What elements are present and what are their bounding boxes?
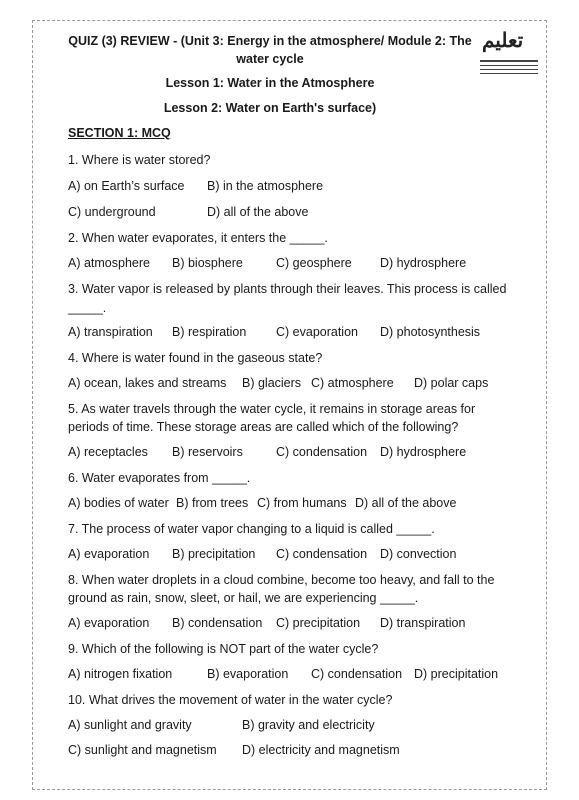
q7-option-b: B) precipitation xyxy=(172,547,256,561)
q6-option-c: C) from humans xyxy=(257,496,347,510)
q6-option-d: D) all of the above xyxy=(355,496,457,510)
question-5: 5. As water travels through the water cycle, it remains in storage areas for xyxy=(68,402,476,416)
quiz-title-line2: water cycle xyxy=(236,52,304,66)
logo-text: تعليم xyxy=(482,28,524,52)
lesson-1-heading: Lesson 1: Water in the Atmosphere xyxy=(165,76,375,90)
q8-option-c: C) precipitation xyxy=(276,616,361,630)
question-8: 8. When water droplets in a cloud combine, become too heavy, and fall to the xyxy=(68,573,495,587)
q9-option-a: A) nitrogen fixation xyxy=(68,667,173,681)
q1-option-b: B) in the atmosphere xyxy=(207,179,324,193)
section-heading: SECTION 1: MCQ xyxy=(68,126,171,140)
q9-option-d: D) precipitation xyxy=(414,667,499,681)
q5-option-b: B) reservoirs xyxy=(172,445,243,459)
q5-option-d: D) hydrosphere xyxy=(380,445,467,459)
q8-option-b: B) condensation xyxy=(172,616,263,630)
q3-option-d: D) photosynthesis xyxy=(380,325,481,339)
question-6: 6. Water evaporates from _____. xyxy=(68,471,251,485)
question-1: 1. Where is water stored? xyxy=(68,153,211,167)
q8-option-a: A) evaporation xyxy=(68,616,150,630)
q3-option-c: C) evaporation xyxy=(276,325,358,339)
question-2: 2. When water evaporates, it enters the _____. xyxy=(68,231,328,245)
question-3-blank: _____. xyxy=(68,301,107,315)
q7-option-d: D) convection xyxy=(380,547,457,561)
q9-option-c: C) condensation xyxy=(311,667,403,681)
q5-option-c: C) condensation xyxy=(276,445,368,459)
q10-option-b: B) gravity and electricity xyxy=(242,718,375,732)
question-5-line2: periods of time. These storage areas are called which of the following? xyxy=(68,420,459,434)
q4-option-b: B) glaciers xyxy=(242,376,302,390)
q10-option-d: D) electricity and magnetism xyxy=(242,743,400,757)
question-9: 9. Which of the following is NOT part of the water cycle? xyxy=(68,642,379,656)
q5-option-a: A) receptacles xyxy=(68,445,148,459)
q9-option-b: B) evaporation xyxy=(207,667,289,681)
q6-option-a: A) bodies of water xyxy=(68,496,169,510)
q7-option-c: C) condensation xyxy=(276,547,368,561)
q8-option-d: D) transpiration xyxy=(380,616,466,630)
q2-option-a: A) atmosphere xyxy=(68,256,150,270)
q10-option-a: A) sunlight and gravity xyxy=(68,718,192,732)
q1-option-c: C) underground xyxy=(68,205,156,219)
question-10: 10. What drives the movement of water in the water cycle? xyxy=(68,693,393,707)
question-7: 7. The process of water vapor changing to a liquid is called _____. xyxy=(68,522,435,536)
q4-option-c: C) atmosphere xyxy=(311,376,394,390)
quiz-title-line1: QUIZ (3) REVIEW - (Unit 3: Energy in the atmosphere/ Module 2: The xyxy=(68,34,472,48)
q2-option-b: B) biosphere xyxy=(172,256,243,270)
q3-option-a: A) transpiration xyxy=(68,325,153,339)
q2-option-c: C) geosphere xyxy=(276,256,352,270)
lesson-2-heading: Lesson 2: Water on Earth's surface) xyxy=(163,101,377,115)
q3-option-b: B) respiration xyxy=(172,325,247,339)
q4-option-d: D) polar caps xyxy=(414,376,489,390)
question-4: 4. Where is water found in the gaseous state? xyxy=(68,351,323,365)
question-3: 3. Water vapor is released by plants through their leaves. This process is called xyxy=(68,282,507,296)
q1-option-a: A) on Earth’s surface xyxy=(68,179,185,193)
tahleem-logo-icon xyxy=(476,26,542,78)
q4-option-a: A) ocean, lakes and streams xyxy=(68,376,227,390)
q7-option-a: A) evaporation xyxy=(68,547,150,561)
q1-option-d: D) all of the above xyxy=(207,205,309,219)
question-8-line2: ground as rain, snow, sleet, or hail, we are experiencing _____. xyxy=(68,591,419,605)
quiz-title xyxy=(60,32,480,68)
q10-option-c: C) sunlight and magnetism xyxy=(68,743,217,757)
q6-option-b: B) from trees xyxy=(176,496,249,510)
q2-option-d: D) hydrosphere xyxy=(380,256,467,270)
